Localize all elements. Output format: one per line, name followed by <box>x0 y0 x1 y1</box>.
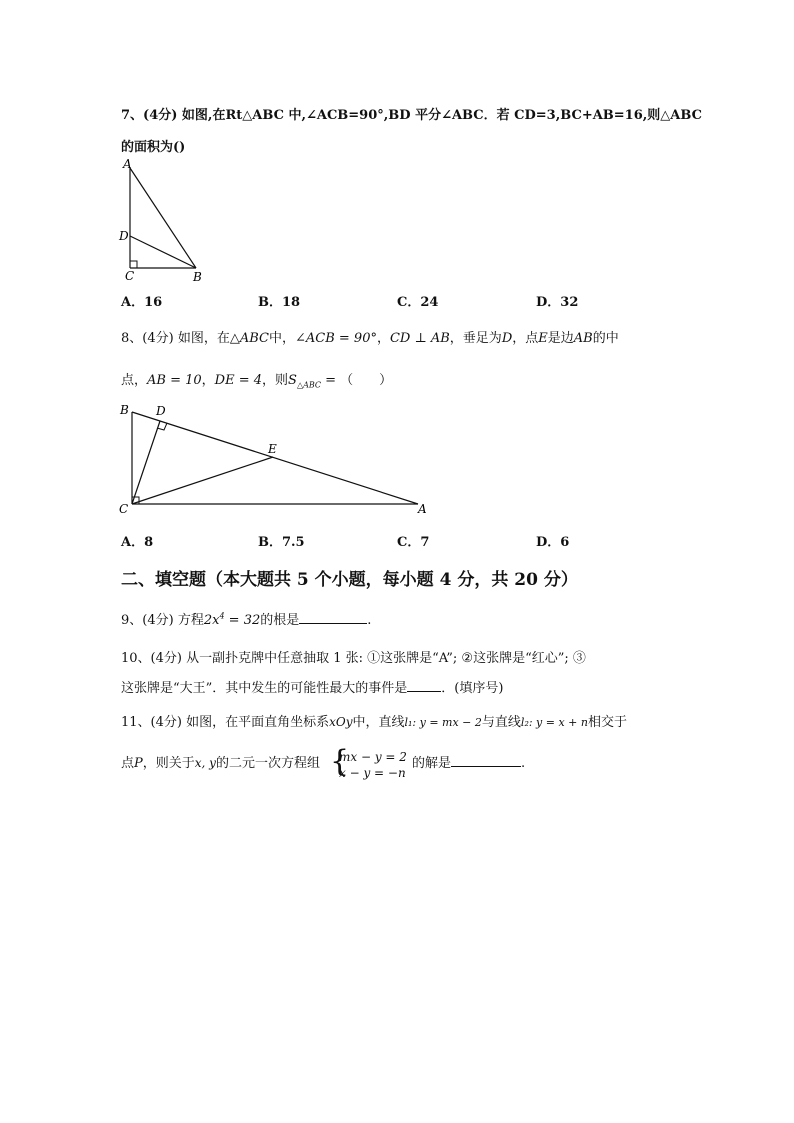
q7-option-a[interactable]: A．16 <box>121 295 163 310</box>
q11-line-l2: l₂: y = x + n <box>520 716 588 729</box>
q8-triangle: △ABC <box>229 331 269 346</box>
q11-vars: x, y <box>194 756 216 770</box>
q8-option-d[interactable]: D．6 <box>536 535 570 550</box>
q11-prefix: 11、(4分) 如图，在平面直角坐标系 <box>121 715 330 730</box>
q8-label-d: D <box>156 404 166 418</box>
q11-line-1 <box>121 711 627 730</box>
q7-stem-a: Rt△ABC 中,∠ACB=90°,BD 平分∠ABC．若 CD=3,BC+AB=16,则△ABC <box>225 108 702 123</box>
q7-label-b: B <box>193 270 202 284</box>
q11-text-5: ，则关于 <box>142 756 195 771</box>
q7-label-a: A <box>123 157 132 171</box>
q10-answer-blank[interactable] <box>407 679 441 692</box>
section-2-title: 二、填空题（本大题共 5 个小题，每小题 4 分，共 20 分） <box>121 570 578 590</box>
q11-coord: xOy <box>329 715 353 729</box>
q8-option-a[interactable]: A．8 <box>121 535 154 550</box>
q11-text-2: 与直线 <box>481 715 521 730</box>
q11-text-3: 相交于 <box>587 715 627 730</box>
q9-end: . <box>367 613 372 628</box>
q8-area-sub: △ABC <box>296 380 322 390</box>
q7-option-b[interactable]: B．18 <box>258 295 301 310</box>
q8-prefix: 8、(4分) 如图，在 <box>121 331 230 346</box>
q11-text-7: 的解是 <box>412 756 452 771</box>
q7-prefix: 7、(4分) 如图,在 <box>121 108 226 123</box>
q11-line-l1: l₁: y = mx − 2 <box>404 716 482 729</box>
q11-system-eq-2: x − y = −n <box>339 766 406 780</box>
q9-eq-base: 2x <box>203 613 220 628</box>
q8-point-e: E <box>538 331 548 346</box>
q10-end: ．(填序号) <box>441 681 504 696</box>
q8-text-2: ，垂足为 <box>449 331 502 346</box>
q9-prefix: 9、(4分) 方程 <box>121 613 204 628</box>
q8-segment-cd <box>132 421 160 504</box>
q8-figure <box>116 400 436 522</box>
q10-line-1: 10、(4分) 从一副扑克牌中任意抽取 1 张: ①这张牌是“A”; ②这张牌是“红心”; ③ <box>121 651 586 666</box>
q11-end: . <box>521 756 526 771</box>
q8-text-7: ，则 <box>262 373 289 388</box>
q11-system-brace: { <box>330 744 350 779</box>
q11-answer-blank[interactable] <box>451 754 521 767</box>
q8-segment-ce <box>132 457 273 504</box>
q7-option-d[interactable]: D．32 <box>536 295 579 310</box>
q9-line <box>121 609 371 628</box>
q8-text-1: 中， <box>268 331 295 346</box>
q8-text-3: ，点 <box>512 331 539 346</box>
q7-option-c[interactable]: C．24 <box>397 295 439 310</box>
q11-text-4: 点 <box>121 756 135 771</box>
q8-text-4: 是边 <box>547 331 574 346</box>
q7-figure <box>116 156 216 286</box>
q8-line-1 <box>121 327 619 346</box>
q9-suffix: 的根是 <box>260 613 300 628</box>
q11-line-2 <box>121 752 320 771</box>
q7-right-angle-mark <box>130 261 137 268</box>
q8-label-b: B <box>120 403 129 417</box>
q7-label-c: C <box>125 269 135 283</box>
q8-angle: ∠ACB = 90° <box>294 331 377 346</box>
q8-perp: CD ⊥ AB <box>389 331 450 346</box>
q9-answer-blank[interactable] <box>299 611 367 624</box>
q8-text-8: = （ ） <box>321 373 393 388</box>
q11-point-p: P <box>134 756 143 771</box>
q7-side-ab <box>130 168 196 268</box>
q8-edge-ab: AB <box>573 331 593 346</box>
q8-label-e: E <box>268 442 277 456</box>
q11-system-eq-1: mx − y = 2 <box>339 750 407 764</box>
q8-sep-1: ， <box>376 331 390 346</box>
q8-option-c[interactable]: C．7 <box>397 535 430 550</box>
q8-text-6: 点， <box>121 373 148 388</box>
q8-label-c: C <box>119 502 129 516</box>
q7-label-d: D <box>119 229 129 243</box>
q8-sep-2: ， <box>201 373 215 388</box>
q11-text-1: 中，直线 <box>352 715 405 730</box>
q7-line-1 <box>121 104 702 123</box>
q8-option-b[interactable]: B．7.5 <box>258 535 305 550</box>
q8-label-a: A <box>418 502 427 516</box>
q10-line-2 <box>121 677 503 696</box>
q8-text-5: 的中 <box>592 331 619 346</box>
q10-text: 这张牌是“大王”．其中发生的可能性最大的事件是 <box>121 681 408 696</box>
q11-text-6: 的二元一次方程组 <box>215 756 320 771</box>
q8-de-eq: DE = 4 <box>214 373 263 388</box>
q11-line-2-tail <box>412 752 525 771</box>
q8-ab-eq: AB = 10 <box>147 373 202 388</box>
q8-area-s: S <box>288 373 297 388</box>
q9-eq-exp: 4 <box>219 611 225 621</box>
q9-eq-rest: = 32 <box>224 613 261 628</box>
q8-line-2 <box>121 369 392 390</box>
q8-point-d: D <box>501 331 513 346</box>
q7-stem-b: 的面积为() <box>121 140 186 155</box>
